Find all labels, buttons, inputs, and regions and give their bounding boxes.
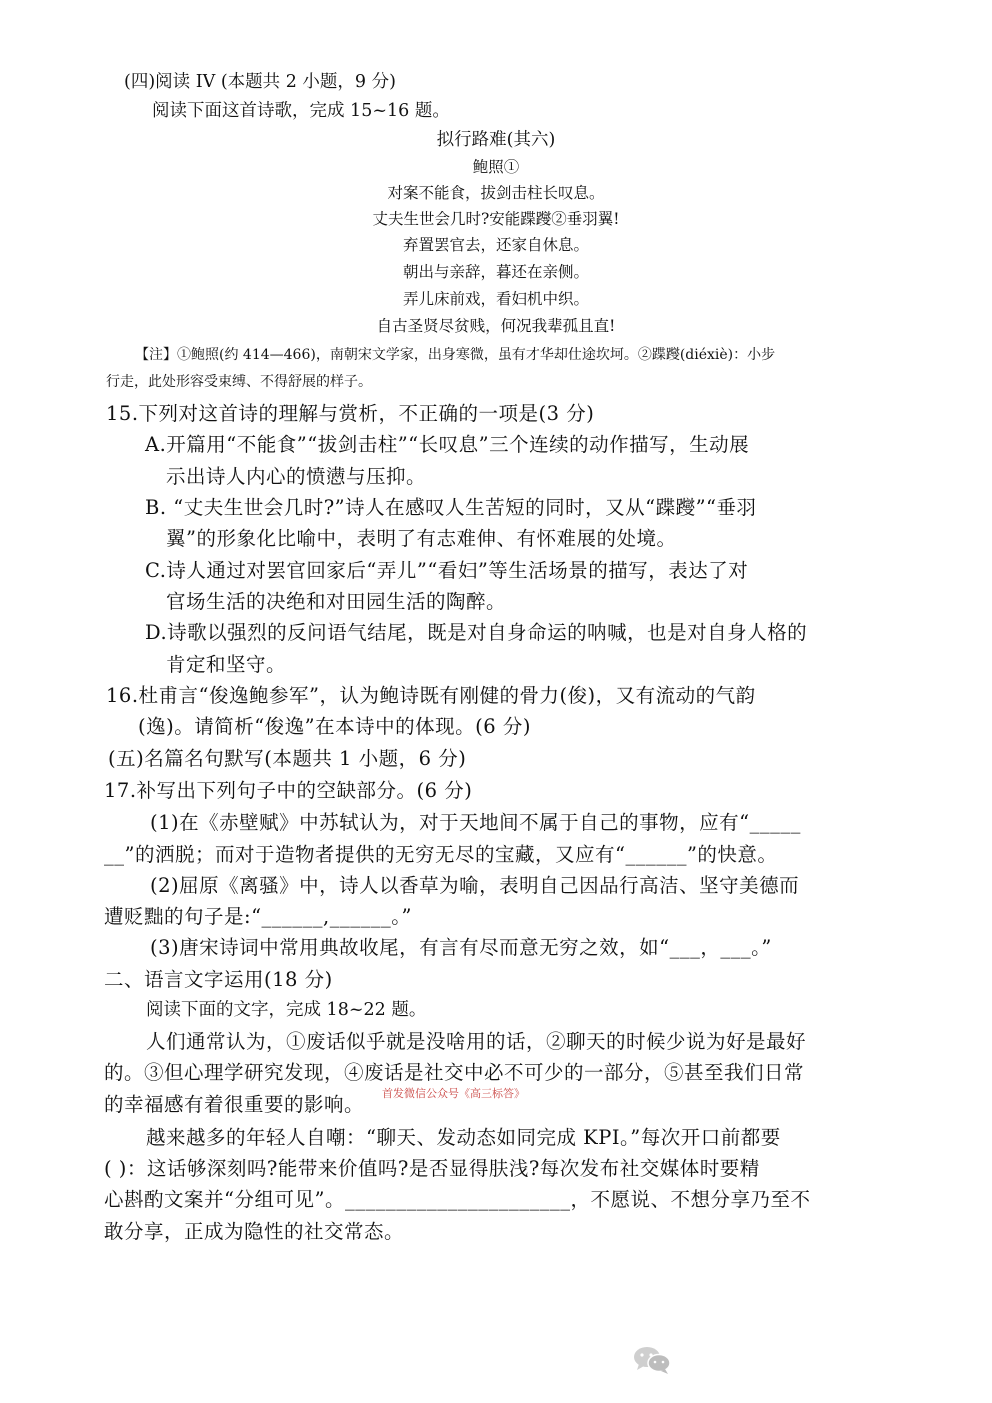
paragraph-line: 的。③但心理学研究发现，④废话是社交中必不可少的一部分，⑤甚至我们日常 [104,1061,805,1084]
paragraph-line: 敢分享，正成为隐性的社交常态。 [104,1220,405,1243]
option-c: C.诗人通过对罢官回家后“弄儿”“看妇”等生活场景的描写，表达了对 [145,559,749,582]
watermark: 首发微信公众号《高三标答》 [382,1087,525,1100]
poem-line: 丈夫生世会几时?安能蹀躞②垂羽翼! [372,210,620,228]
question-17-part3: (3)唐宋诗词中常用典故收尾，有言有尽而意无穷之效，如“___，___。” [150,936,772,959]
poem-line: 自古圣贤尽贫贱，何况我辈孤且直! [376,317,616,335]
option-b-cont: 翼”的形象化比喻中，表明了有志难伸、有怀难展的处境。 [166,527,677,550]
question-15-stem: 15.下列对这首诗的理解与赏析，不正确的一项是(3 分) [106,402,595,425]
poem-note: 行走，此处形容受束缚、不得舒展的样子。 [106,374,372,390]
poem-line: 对案不能食，拔剑击柱长叹息。 [387,184,605,202]
instruction: 阅读下面这首诗歌，完成 15~16 题。 [152,101,450,121]
option-c-cont: 官场生活的决绝和对田园生活的陶醉。 [166,590,507,613]
option-d-cont: 肯定和坚守。 [166,653,287,676]
poem-note: 【注】①鲍照(约 414—466)，南朝宋文学家，出身寒微，虽有才华却仕途坎坷。②蹀躞(diéxiè)：小步 [135,347,776,363]
section-heading: (五)名篇名句默写(本题共 1 小题，6 分) [108,747,467,770]
paragraph-line: ( )：这话够深刻吗?能带来价值吗?是否显得肤浅?每次发布社交媒体时要精 [104,1157,760,1180]
question-17-stem: 17.补写出下列句子中的空缺部分。(6 分) [104,779,473,802]
option-a-cont: 示出诗人内心的愤懑与压抑。 [166,465,427,488]
poem-author: 鲍照① [472,158,520,176]
wechat-logo-icon [632,1345,674,1375]
option-a: A.开篇用“不能食”“拔剑击柱”“长叹息”三个连续的动作描写，生动展 [145,433,750,456]
poem-line: 弄儿床前戏，看妇机中织。 [402,290,589,308]
paragraph-line: 越来越多的年轻人自嘲：“聊天、发动态如同完成 KPI。”每次开口前都要 [146,1126,781,1149]
paragraph-line: 的幸福感有着很重要的影响。 [104,1093,365,1116]
poem-title: 拟行路难(其六) [436,130,556,150]
question-16-cont: (逸)。请简析“俊逸”在本诗中的体现。(6 分) [138,715,531,738]
question-17-part2: (2)屈原《离骚》中，诗人以香草为喻，表明自己因品行高洁、坚守美德而 [150,874,800,897]
option-b: B. “丈夫生世会几时?”诗人在感叹人生苦短的同时，又从“蹀躞”“垂羽 [145,496,757,519]
question-17-part1: (1)在《赤壁赋》中苏轼认为，对于天地间不属于自己的事物，应有“_____ [150,811,801,834]
paragraph-line: 心斟酌文案并“分组可见”。______________________，不愿说、不想分享乃至不 [104,1188,811,1211]
section-heading: (四)阅读 IV (本题共 2 小题，9 分) [124,72,396,92]
question-16: 16.杜甫言“俊逸鲍参军”，认为鲍诗既有刚健的骨力(俊)，又有流动的气韵 [106,684,756,707]
option-d: D.诗歌以强烈的反问语气结尾，既是对自身命运的呐喊，也是对自身人格的 [145,621,808,644]
paragraph-line: 人们通常认为，①废话似乎就是没啥用的话，②聊天的时候少说为好是最好 [146,1030,807,1053]
poem-line: 朝出与亲辞，暮还在亲侧。 [402,263,589,281]
question-17-part2-cont: 遭贬黜的句子是:“______,______。” [104,905,412,928]
instruction: 阅读下面的文字，完成 18~22 题。 [146,1000,427,1020]
question-17-part1-cont: __”的洒脱；而对于造物者提供的无穷无尽的宝藏，又应有“______”的快意。 [104,843,778,866]
poem-line: 弃置罢官去，还家自休息。 [402,236,589,254]
part-heading: 二、语言文字运用(18 分) [104,968,333,991]
